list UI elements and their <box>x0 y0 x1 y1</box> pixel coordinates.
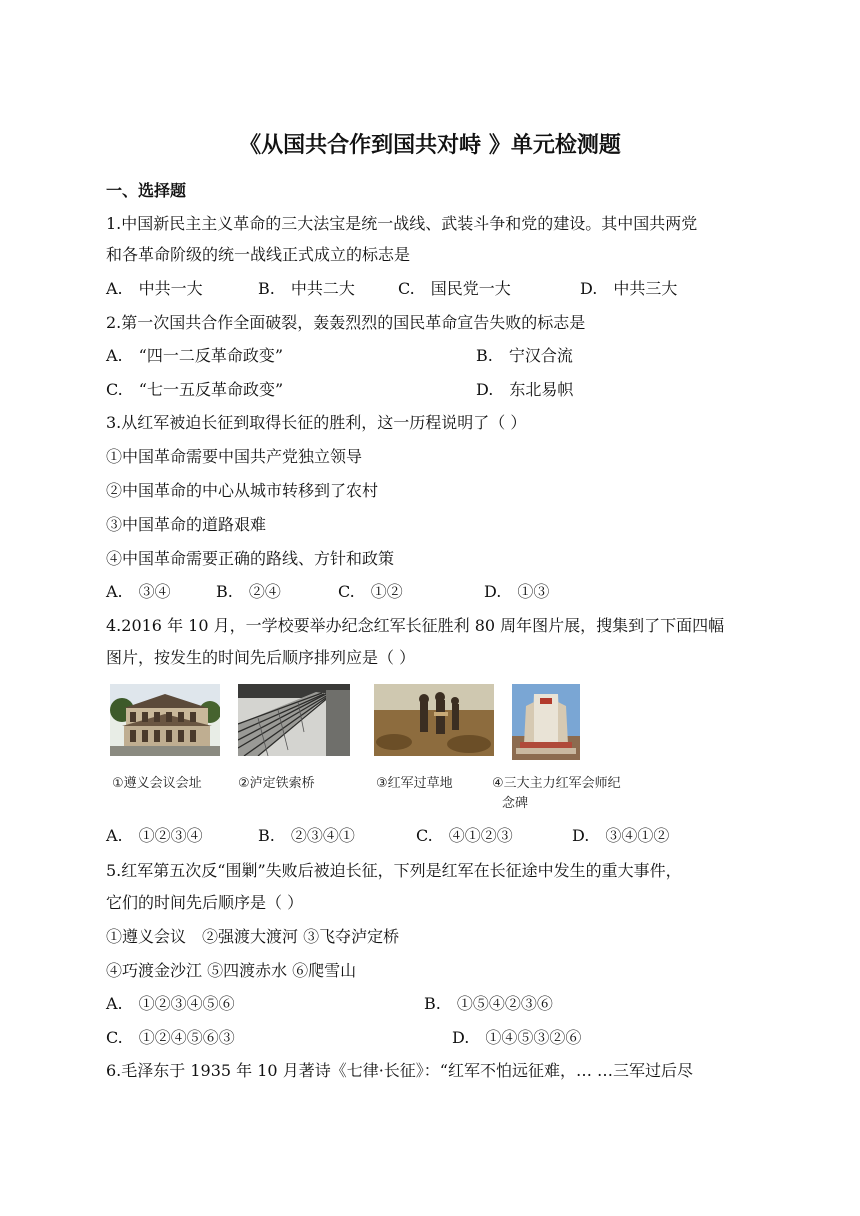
q3-option-a[interactable]: A. ③④ <box>106 582 171 601</box>
q4-option-c[interactable]: C. ④①②③ <box>416 826 513 845</box>
question-1-line-2: 和各革命阶级的统一战线正式成立的标志是 <box>106 245 411 264</box>
q4-photo-row <box>110 684 650 814</box>
q5-events-row-1: ①遵义会议 ②强渡大渡河 ③飞夺泸定桥 <box>106 927 400 946</box>
q5-option-d[interactable]: D. ①④⑤③②⑥ <box>452 1028 582 1047</box>
q1-option-a[interactable]: A. 中共一大 <box>106 279 203 298</box>
q3-statement-2: ②中国革命的中心从城市转移到了农村 <box>106 481 379 500</box>
photo-caption-4-cont: 念碑 <box>502 796 529 811</box>
page-title: 《从国共合作到国共对峙 》单元检测题 <box>239 133 621 158</box>
photo-caption-2: ②泸定铁索桥 <box>238 776 315 791</box>
q3-statement-1: ①中国革命需要中国共产党独立领导 <box>106 447 363 466</box>
q4-option-d[interactable]: D. ③④①② <box>572 826 670 845</box>
three-armies-monument-photo <box>512 684 580 760</box>
q2-option-c[interactable]: C. “七一五反革命政变” <box>106 380 284 399</box>
section-heading: 一、选择题 <box>106 181 187 200</box>
q1-option-d[interactable]: D. 中共三大 <box>580 279 678 298</box>
q3-statement-3: ③中国革命的道路艰难 <box>106 515 267 534</box>
q3-option-d[interactable]: D. ①③ <box>484 582 550 601</box>
q5-option-c[interactable]: C. ①②④⑤⑥③ <box>106 1028 235 1047</box>
q5-events-row-2: ④巧渡金沙江 ⑤四渡赤水 ⑥爬雪山 <box>106 961 357 980</box>
q3-option-b[interactable]: B. ②④ <box>216 582 281 601</box>
photo-caption-3: ③红军过草地 <box>376 776 453 791</box>
q1-option-c[interactable]: C. 国民党一大 <box>398 279 511 298</box>
question-1-line-1: 1.中国新民主主义革命的三大法宝是统一战线、武装斗争和党的建设。其中国共两党 <box>106 214 698 233</box>
q3-statement-4: ④中国革命需要正确的路线、方针和政策 <box>106 549 395 568</box>
q2-option-a[interactable]: A. “四一二反革命政变” <box>106 346 284 365</box>
q5-option-a[interactable]: A. ①②③④⑤⑥ <box>106 994 235 1013</box>
q1-option-b[interactable]: B. 中共二大 <box>258 279 355 298</box>
question-5-line-2: 它们的时间先后顺序是（ ） <box>106 893 304 912</box>
photo-caption-4: ④三大主力红军会师纪 <box>492 776 621 791</box>
grassland-crossing-photo <box>374 684 494 756</box>
q4-option-b[interactable]: B. ②③④① <box>258 826 355 845</box>
question-4-line-1: 4.2016 年 10 月，一学校要举办纪念红军长征胜利 80 周年图片展，搜集到了下面四幅 <box>106 616 725 635</box>
question-5-line-1: 5.红军第五次反“围剿”失败后被迫长征，下列是红军在长征途中发生的重大事件， <box>106 861 682 880</box>
q2-option-b[interactable]: B. 宁汉合流 <box>476 346 573 365</box>
question-2-line-1: 2.第一次国共合作全面破裂，轰轰烈烈的国民革命宣告失败的标志是 <box>106 313 586 332</box>
luding-bridge-photo <box>238 684 350 756</box>
q4-option-a[interactable]: A. ①②③④ <box>106 826 203 845</box>
question-6-line-1: 6.毛泽东于 1935 年 10 月著诗《七律·长征》：“红军不怕远征难，… …三军过后尽 <box>106 1061 694 1080</box>
q3-option-c[interactable]: C. ①② <box>338 582 403 601</box>
q2-option-d[interactable]: D. 东北易帜 <box>476 380 574 399</box>
question-3-line-1: 3.从红军被迫长征到取得长征的胜利，这一历程说明了（ ） <box>106 413 527 432</box>
q5-option-b[interactable]: B. ①⑤④②③⑥ <box>424 994 553 1013</box>
question-4-line-2: 图片，按发生的时间先后顺序排列应是（ ） <box>106 648 416 667</box>
zunyi-meeting-site-photo <box>110 684 220 756</box>
photo-caption-1: ①遵义会议会址 <box>112 776 202 791</box>
